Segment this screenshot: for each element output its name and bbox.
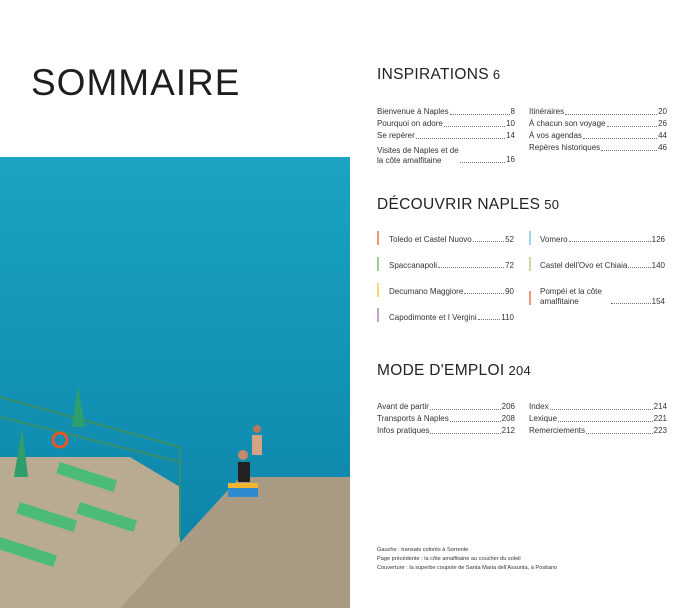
section-heading-inspirations: INSPIRATIONS 6 <box>377 66 501 83</box>
section-heading-mode-emploi: MODE D'EMPLOI 204 <box>377 362 532 379</box>
toc-entry[interactable]: Infos pratiques 212 <box>377 426 515 435</box>
toc-entry[interactable]: Se repérer 14 <box>377 131 515 140</box>
color-marker <box>377 257 379 271</box>
toc-entry[interactable]: Spaccanapoli 72 <box>389 261 514 270</box>
toc-entry[interactable]: Castel dell'Ovo et Chiaia 140 <box>540 261 665 270</box>
toc-entry[interactable]: Vomero 126 <box>540 235 665 244</box>
color-marker <box>529 231 531 245</box>
toc-entry[interactable]: À chacun son voyage 26 <box>529 119 667 128</box>
toc-entry[interactable]: Pourquoi on adore 10 <box>377 119 515 128</box>
section-heading-decouvrir-naples: DÉCOUVRIR NAPLES 50 <box>377 196 560 213</box>
caption: Gauche : transats colorés à Sorrente <box>377 547 469 553</box>
color-marker <box>529 291 531 305</box>
color-marker <box>377 231 379 245</box>
toc-entry[interactable]: Avant de partir 206 <box>377 402 515 411</box>
toc-entry[interactable]: Toledo et Castel Nuovo 52 <box>389 235 514 244</box>
toc-entry[interactable]: Repères historiques 46 <box>529 143 667 152</box>
sea-pier-photo <box>0 157 350 608</box>
toc-entry[interactable]: Lexique 221 <box>529 414 667 423</box>
photo-captions <box>377 546 557 573</box>
toc-entry[interactable]: Visites de Naples et de la côte amalfitaine 16 <box>377 146 515 165</box>
toc-entry[interactable]: Transports à Naples 208 <box>377 414 515 423</box>
inspirations-col1 <box>377 106 515 166</box>
toc-entry[interactable]: Itinéraires 20 <box>529 107 667 116</box>
caption: Page précédente : la côte amalfitaine au coucher du soleil <box>377 556 521 562</box>
color-marker <box>529 257 531 271</box>
mode-emploi-col2 <box>529 401 667 437</box>
toc-entry[interactable]: Capodimonte et I Vergini 110 <box>389 313 514 322</box>
toc-entry[interactable]: Pompéi et la côte amalfitaine 154 <box>540 287 665 306</box>
mode-emploi-col1 <box>377 401 515 437</box>
toc-entry[interactable]: Index 214 <box>529 402 667 411</box>
toc-entry[interactable]: Remerciements 223 <box>529 426 667 435</box>
toc-entry[interactable]: Bienvenue à Naples 8 <box>377 107 515 116</box>
page-title: SOMMAIRE <box>31 62 241 103</box>
inspirations-col2 <box>529 106 667 154</box>
toc-entry[interactable]: À vos agendas 44 <box>529 131 667 140</box>
toc-entry[interactable]: Decumano Maggiore 90 <box>389 287 514 296</box>
caption: Couverture : la superbe coupole de Santa Maria dell'Assunta, à Positano <box>377 565 558 571</box>
color-marker <box>377 283 379 297</box>
color-marker <box>377 308 379 322</box>
